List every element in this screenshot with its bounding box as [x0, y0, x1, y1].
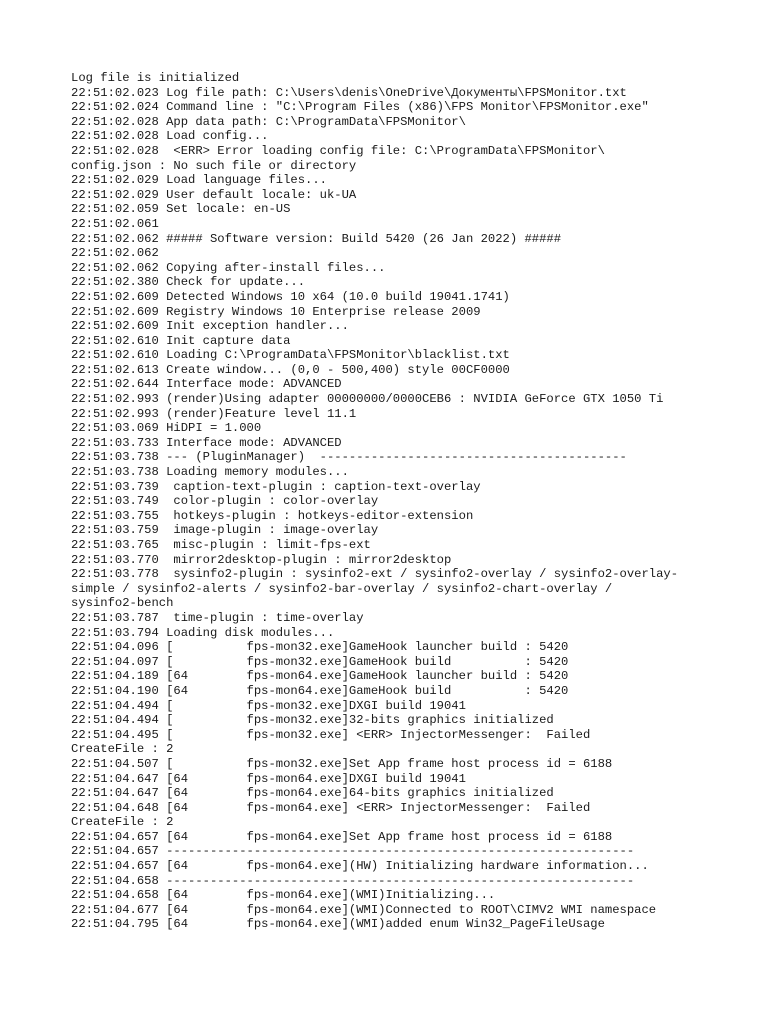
- log-line: 22:51:02.993 (render)Feature level 11.1: [71, 406, 357, 421]
- log-line: Log file is initialized: [71, 71, 240, 85]
- log-line: 22:51:02.613 Create window... (0,0 - 500,400) style 00CF0000: [71, 362, 510, 377]
- log-line: 22:51:03.770 mirror2desktop-plugin : mirror2desktop: [71, 552, 452, 567]
- log-line: 22:51:04.657 [64 fps-mon64.exe](HW) Initializing hardware information...: [71, 859, 649, 874]
- log-line: 22:51:02.028 App data path: C:\ProgramData\FPSMonitor\: [71, 114, 466, 129]
- log-line: 22:51:03.765 misc-plugin : limit-fps-ext: [71, 538, 371, 552]
- log-line: 22:51:03.755 hotkeys-plugin : hotkeys-editor-extension: [71, 508, 474, 523]
- log-line: simple / sysinfo2-alerts / sysinfo2-bar-overlay / sysinfo2-chart-overlay /: [71, 581, 613, 596]
- log-line: 22:51:03.739 caption-text-plugin : caption-text-overlay: [71, 479, 481, 494]
- log-line: 22:51:04.096 [ fps-mon32.exe]GameHook launcher build : 5420: [71, 640, 569, 655]
- log-line: 22:51:04.658 ----------------------------------------------------------------: [71, 873, 635, 888]
- log-line: 22:51:02.023 Log file path: C:\Users\denis\OneDrive\Документы\FPSMonitor.txt: [71, 85, 627, 100]
- log-line: 22:51:04.648 [64 fps-mon64.exe] <ERR> InjectorMessenger: Failed: [71, 800, 591, 815]
- log-line: 22:51:04.494 [ fps-mon32.exe]DXGI build 19041: [71, 698, 466, 713]
- log-line: 22:51:03.738 Loading memory modules...: [71, 465, 349, 480]
- log-line: 22:51:02.610 Init capture data: [71, 333, 291, 348]
- log-line: 22:51:04.795 [64 fps-mon64.exe](WMI)added enum Win32_PageFileUsage: [71, 917, 605, 932]
- log-line: 22:51:04.677 [64 fps-mon64.exe](WMI)Connected to ROOT\CIMV2 WMI namespace: [71, 902, 657, 917]
- log-line: 22:51:04.507 [ fps-mon32.exe]Set App frame host process id = 6188: [71, 756, 613, 771]
- log-line: 22:51:03.738 --- (PluginManager) ------------------------------------------: [71, 450, 627, 465]
- log-line: 22:51:02.059 Set locale: en-US: [71, 202, 291, 217]
- log-line: CreateFile : 2: [71, 742, 174, 757]
- log-line: 22:51:04.658 [64 fps-mon64.exe](WMI)Initializing...: [71, 888, 496, 903]
- log-line: 22:51:02.029 Load language files...: [71, 173, 327, 188]
- log-line: 22:51:02.062 Copying after-install files...: [71, 260, 386, 275]
- log-line: 22:51:02.380 Check for update...: [71, 275, 306, 290]
- log-line: 22:51:02.024 Command line : "C:\Program Files (x86)\FPS Monitor\FPSMonitor.exe": [71, 100, 649, 115]
- log-line: 22:51:04.097 [ fps-mon32.exe]GameHook build : 5420: [71, 654, 569, 669]
- log-line: 22:51:03.778 sysinfo2-plugin : sysinfo2-ext / sysinfo2-overlay / sysinfo2-overlay-: [71, 567, 679, 582]
- log-line: config.json : No such file or directory: [71, 158, 357, 173]
- log-line: 22:51:03.749 color-plugin : color-overlay: [71, 494, 379, 509]
- log-line: 22:51:02.609 Detected Windows 10 x64 (10.0 build 19041.1741): [71, 289, 510, 304]
- log-line: 22:51:02.062: [71, 246, 159, 261]
- log-document: [71, 71, 751, 932]
- log-line: 22:51:04.494 [ fps-mon32.exe]32-bits graphics initialized: [71, 713, 554, 728]
- log-line: CreateFile : 2: [71, 815, 174, 830]
- log-line: 22:51:03.069 HiDPI = 1.000: [71, 421, 262, 436]
- log-line: 22:51:04.189 [64 fps-mon64.exe]GameHook launcher build : 5420: [71, 669, 569, 684]
- log-line: 22:51:04.190 [64 fps-mon64.exe]GameHook build : 5420: [71, 683, 569, 698]
- log-line: 22:51:02.609 Init exception handler...: [71, 319, 349, 334]
- log-line: 22:51:02.610 Loading C:\ProgramData\FPSMonitor\blacklist.txt: [71, 348, 510, 363]
- log-line: sysinfo2-bench: [71, 596, 174, 611]
- log-line: 22:51:03.733 Interface mode: ADVANCED: [71, 435, 342, 450]
- log-line: 22:51:03.787 time-plugin : time-overlay: [71, 610, 364, 625]
- log-line: 22:51:02.609 Registry Windows 10 Enterprise release 2009: [71, 304, 481, 319]
- log-line: 22:51:02.028 <ERR> Error loading config file: C:\ProgramData\FPSMonitor\: [71, 143, 605, 158]
- log-line: 22:51:04.647 [64 fps-mon64.exe]DXGI build 19041: [71, 771, 466, 786]
- log-line: 22:51:02.028 Load config...: [71, 129, 269, 144]
- log-line: 22:51:02.644 Interface mode: ADVANCED: [71, 377, 342, 392]
- log-line: 22:51:02.062 ##### Software version: Build 5420 (26 Jan 2022) #####: [71, 231, 562, 246]
- log-line: 22:51:02.029 User default locale: uk-UA: [71, 187, 357, 202]
- log-line: 22:51:04.657 [64 fps-mon64.exe]Set App frame host process id = 6188: [71, 829, 613, 844]
- log-line: 22:51:04.647 [64 fps-mon64.exe]64-bits graphics initialized: [71, 786, 554, 801]
- log-line: 22:51:03.794 Loading disk modules...: [71, 625, 335, 640]
- log-line: 22:51:02.061: [71, 216, 159, 231]
- log-line: 22:51:04.657 ----------------------------------------------------------------: [71, 844, 635, 859]
- log-line: 22:51:04.495 [ fps-mon32.exe] <ERR> InjectorMessenger: Failed: [71, 727, 591, 742]
- log-line: 22:51:03.759 image-plugin : image-overlay: [71, 523, 379, 538]
- log-line: 22:51:02.993 (render)Using adapter 00000000/0000CEB6 : NVIDIA GeForce GTX 1050 Ti: [71, 392, 664, 407]
